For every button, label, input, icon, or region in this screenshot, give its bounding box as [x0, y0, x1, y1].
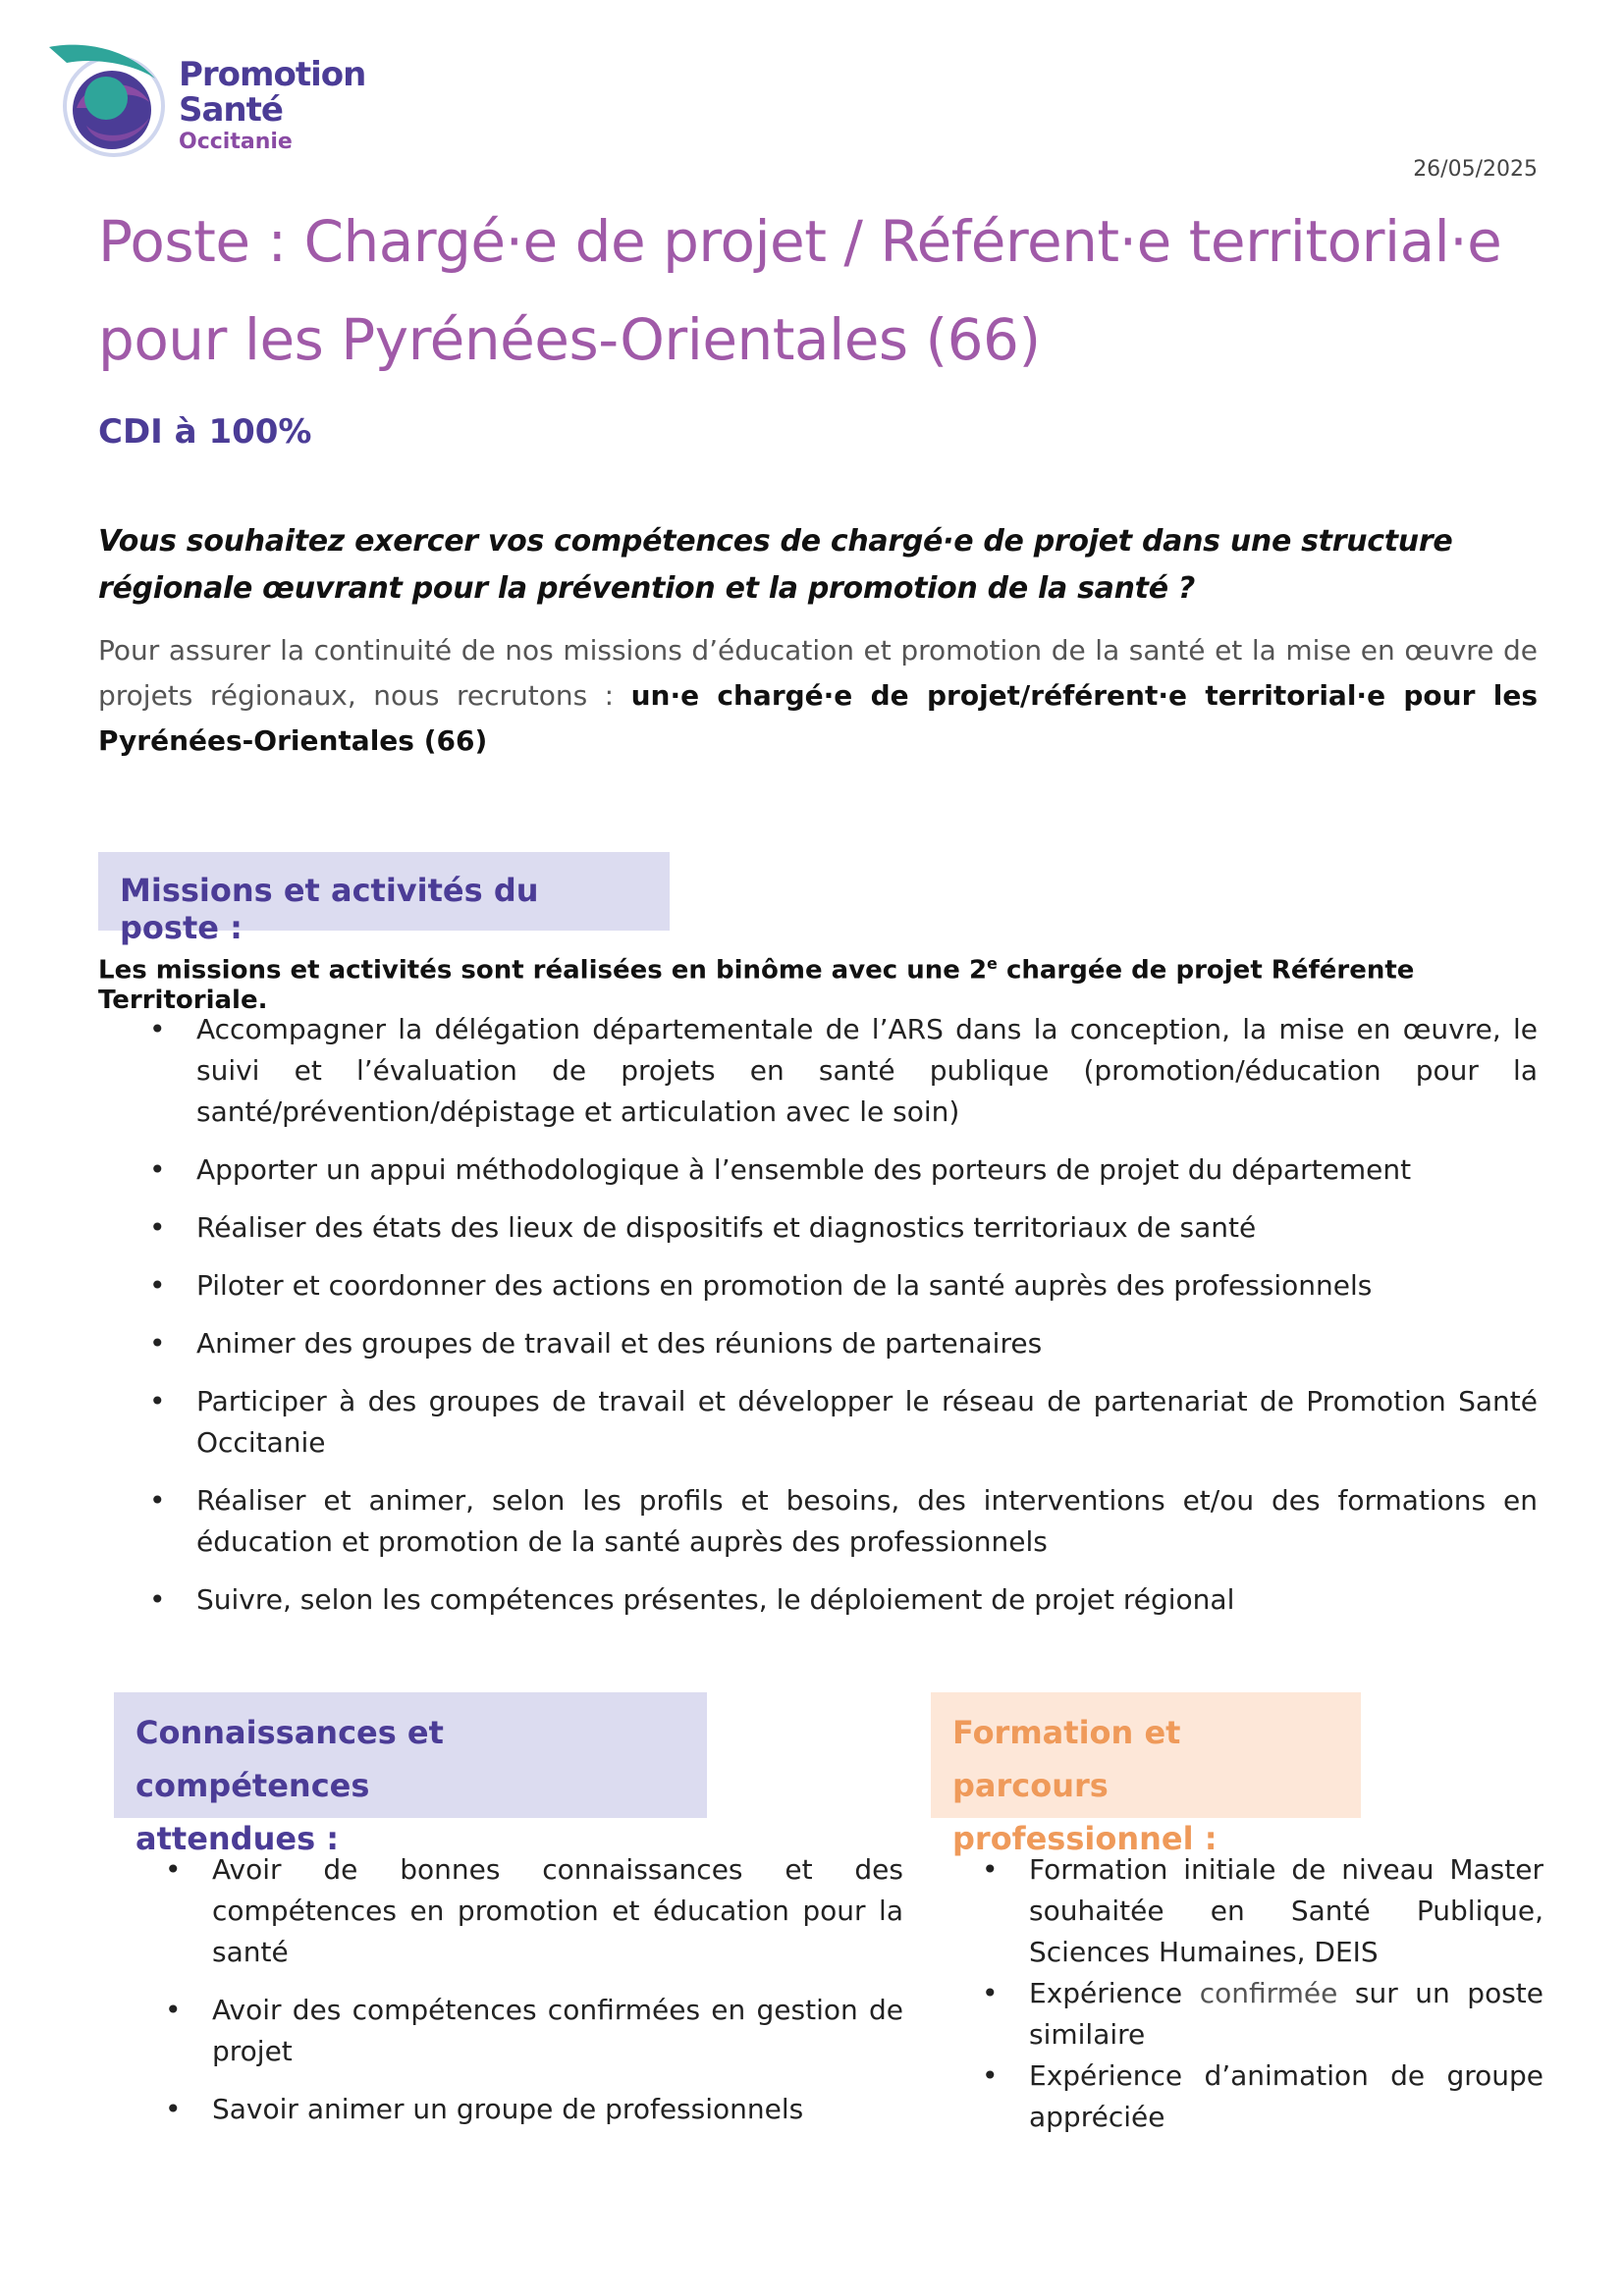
- missions-lead: [98, 954, 1538, 1015]
- list-item-text: Animer des groupes de travail et des réunions de partenaires: [196, 1327, 1043, 1360]
- list-item: [98, 1265, 1538, 1307]
- list-item-text: Réaliser et animer, selon les profils et besoins, des interventions et/ou des formations en éducation et promotion de la santé auprès des professionnels: [196, 1484, 1538, 1558]
- list-item: [931, 1973, 1543, 2056]
- training-heading: [931, 1692, 1361, 1857]
- list-item: [98, 1480, 1538, 1563]
- missions-heading: Missions et activités du poste :: [98, 852, 670, 931]
- logo-line-promotion: Promotion: [179, 55, 366, 94]
- intro-text-body: Pour assurer la continuité de nos missions d’éducation et promotion de la santé et la mise en œuvre de projets régionaux, nous recrutons :: [98, 634, 1538, 712]
- bullet-icon: •: [982, 1853, 999, 1886]
- training-heading-line2: professionnel :: [952, 1820, 1218, 1857]
- skills-heading-line2: attendues :: [135, 1820, 340, 1857]
- list-item: [98, 1009, 1538, 1133]
- bullet-icon: •: [149, 1484, 166, 1517]
- list-item: [98, 1381, 1538, 1464]
- list-item: [931, 2056, 1543, 2138]
- logo: [47, 39, 381, 162]
- list-item-text: Expérience d’animation de groupe appréciée: [1029, 2059, 1543, 2133]
- list-item: [98, 1207, 1538, 1249]
- list-item-text: Accompagner la délégation départementale de l’ARS dans la conception, la mise en œuvre, le suivi et l’évaluation de projets en santé publique (promotion/éducation pour la santé/prévention/dépistage et articulation avec le soin): [196, 1013, 1538, 1128]
- skills-list: [114, 1849, 903, 2147]
- bullet-icon: •: [149, 1153, 166, 1186]
- list-item: [114, 1849, 903, 1973]
- list-item-text: Avoir de bonnes connaissances et des compétences en promotion et éducation pour la santé: [212, 1853, 903, 1968]
- training-heading-line1: Formation et parcours: [952, 1714, 1181, 1804]
- item-text-muted: confirmée: [1199, 1977, 1338, 2009]
- list-item-text: Piloter et coordonner des actions en promotion de la santé auprès des professionnels: [196, 1269, 1373, 1302]
- missions-lead-sup: e: [987, 954, 998, 973]
- bullet-icon: •: [982, 1977, 999, 2009]
- bullet-icon: •: [149, 1269, 166, 1302]
- contract-type: CDI à 100%: [98, 412, 312, 452]
- skills-heading-line1: Connaissances et compétences: [135, 1714, 444, 1804]
- missions-lead-before: Les missions et activités sont réalisées en binôme avec une 2: [98, 955, 988, 986]
- bullet-icon: •: [149, 1211, 166, 1244]
- item-text-part: Expérience: [1029, 1977, 1200, 2009]
- bullet-icon: •: [149, 1385, 166, 1417]
- bullet-icon: •: [149, 1327, 166, 1360]
- document-date: 26/05/2025: [1413, 157, 1538, 182]
- list-item: [114, 2089, 903, 2130]
- list-item-text: Avoir des compétences confirmées en gestion de projet: [212, 1994, 903, 2067]
- bullet-icon: •: [982, 2059, 999, 2092]
- skills-heading: [114, 1692, 707, 1857]
- list-item: [98, 1323, 1538, 1364]
- intro-question: Vous souhaitez exercer vos compétences de chargé·e de projet dans une structure régionale œuvrant pour la prévention et la promotion de la santé ?: [98, 524, 1453, 606]
- list-item: [98, 1149, 1538, 1191]
- bullet-icon: •: [165, 1994, 182, 2026]
- job-title: Poste : Chargé·e de projet / Référent·e territorial·e pour les Pyrénées-Orientales (66): [98, 208, 1502, 373]
- list-item: [931, 1849, 1543, 1973]
- list-item-text: Formation initiale de niveau Master souhaitée en Santé Publique, Sciences Humaines, DEIS: [1029, 1853, 1543, 1968]
- list-item-text: Participer à des groupes de travail et développer le réseau de partenariat de Promotion Santé Occitanie: [196, 1385, 1538, 1459]
- missions-list: [98, 1009, 1538, 1637]
- bullet-icon: •: [149, 1583, 166, 1616]
- list-item: [114, 1990, 903, 2072]
- item-text-part: sur un poste similaire: [1029, 1977, 1543, 2051]
- list-item-text: Savoir animer un groupe de professionnels: [212, 2093, 804, 2125]
- list-item-text: Suivre, selon les compétences présentes, le déploiement de projet régional: [196, 1583, 1235, 1616]
- list-item: [98, 1579, 1538, 1621]
- logo-wordmark: [179, 57, 365, 155]
- intro-text: [98, 628, 1538, 764]
- training-list: [931, 1849, 1543, 2138]
- logo-line-occitanie: Occitanie: [179, 130, 293, 154]
- promotion-sante-logo-icon: [47, 39, 175, 162]
- bullet-icon: •: [149, 1013, 166, 1045]
- intro-text-highlight: un·e chargé·e de projet/référent·e territorial·e pour les Pyrénées-Orientales (66): [98, 679, 1538, 757]
- bullet-icon: •: [165, 2093, 182, 2125]
- missions-lead-after: chargée de projet Référente Territoriale.: [98, 955, 1415, 1015]
- logo-line-sante: Santé: [179, 90, 283, 130]
- bullet-icon: •: [165, 1853, 182, 1886]
- list-item-text: [1029, 1977, 1543, 2051]
- list-item-text: Réaliser des états des lieux de dispositifs et diagnostics territoriaux de santé: [196, 1211, 1257, 1244]
- list-item-text: Apporter un appui méthodologique à l’ensemble des porteurs de projet du département: [196, 1153, 1412, 1186]
